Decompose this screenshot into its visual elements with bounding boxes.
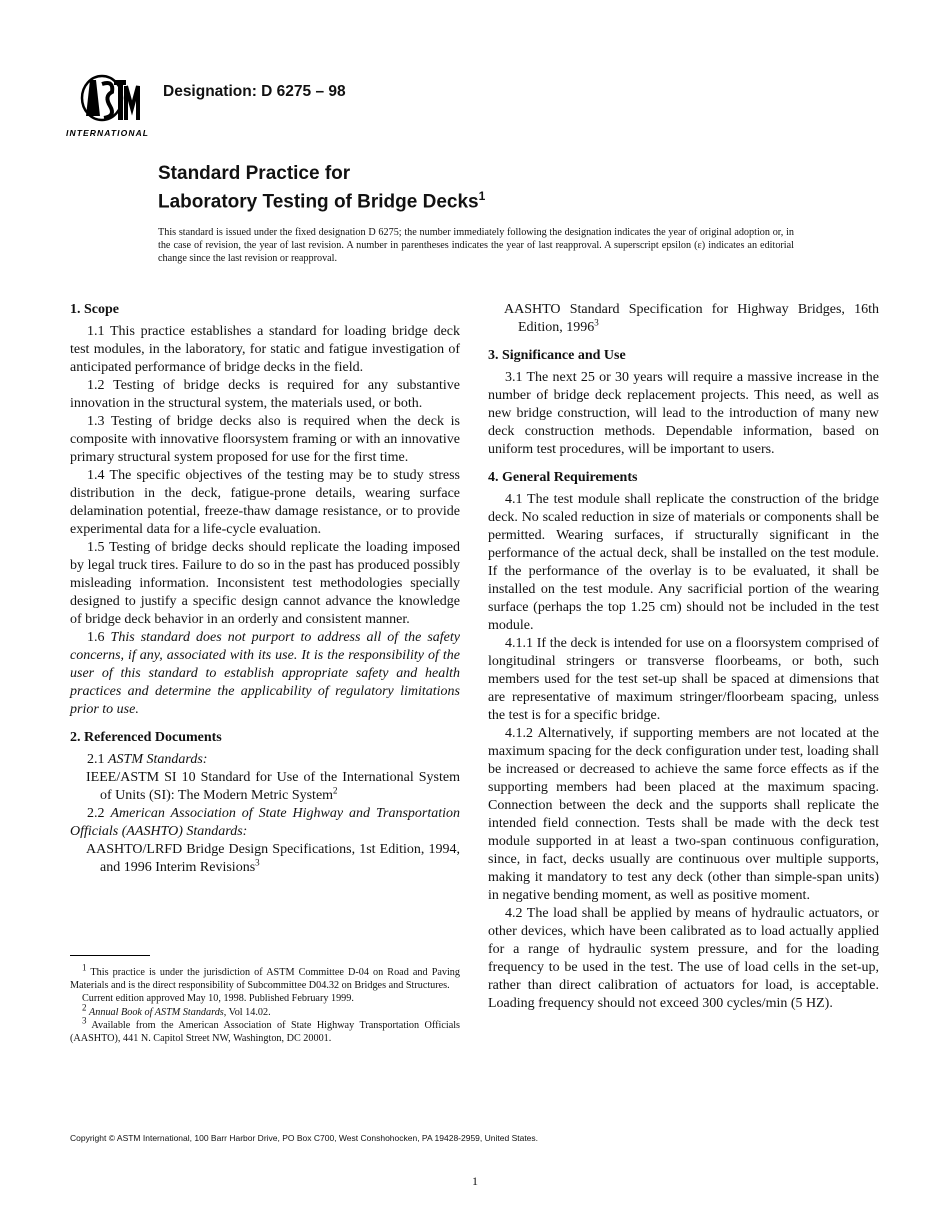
title-footnote-mark: 1 bbox=[478, 189, 486, 203]
section-heading-general-requirements: 4. General Requirements bbox=[488, 470, 638, 485]
paragraph-1-6: 1.6 This standard does not purport to address all of the safety concerns, if any, associated with its use. It is the responsibility of the user of this standard to establish appropriate safety and health practices and determine the applicability of regulatory limitations prior to use. bbox=[70, 630, 461, 717]
footnote-divider bbox=[70, 955, 150, 956]
paragraph-3-1: 3.1 The next 25 or 30 years will require a massive increase in the number of bridge deck replacement projects. This need, as well as new bridge construction, will lead to the introduction of many new deck construction methods. Dependable information, based on uniform test procedures, will be important to users. bbox=[488, 370, 879, 457]
page-number: 1 bbox=[472, 1174, 478, 1188]
svg-text:INTERNATIONAL: INTERNATIONAL bbox=[66, 128, 148, 138]
reference-aashto-standard: AASHTO Standard Specification for Highway Bridges, 16th Edition, 1996$^3$ bbox=[504, 302, 879, 335]
section-heading-significance: 3. Significance and Use bbox=[488, 348, 626, 363]
footnotes bbox=[70, 962, 461, 1045]
reference-aashto-lrfd: AASHTO/LRFD Bridge Design Specifications, 1st Edition, 1994, and 1996 Interim Revisions$^3$ bbox=[86, 842, 460, 875]
title-line-1: Standard Practice for bbox=[158, 163, 351, 184]
copyright-line: Copyright © ASTM International, 100 Barr Harbor Drive, PO Box C700, West Conshohocken, PA 19428-2959, United States. bbox=[70, 1133, 539, 1143]
paragraph-1-4: 1.4 The specific objectives of the testing may be to study stress distribution in the deck, fatigue-prone details, wearing surface delamination potential, freeze-thaw damage resistance, or to provide experimental data for a life-cycle evaluation. bbox=[70, 468, 460, 537]
paragraph-2-2: 2.2 American Association of State Highway and Transportation Officials (AASHTO) Standards: bbox=[70, 806, 461, 839]
paragraph-1-3: 1.3 Testing of bridge decks also is required when the deck is composite with innovative floorsystem framing or with an innovative primary structural system proposed for use for the first time. bbox=[70, 414, 460, 465]
paragraph-1-2: 1.2 Testing of bridge decks is required for any substantive innovation in the structural system, the materials used, or both. bbox=[70, 378, 460, 411]
reference-ieee: IEEE/ASTM SI 10 Standard for Use of the International System of Units (SI): The Modern Metric System$^2$ bbox=[86, 770, 460, 803]
footnote-2: $^2$ Annual Book of ASTM Standards, Vol 14.02. bbox=[82, 1002, 271, 1018]
astm-logo bbox=[66, 72, 150, 138]
paragraph-1-5: 1.5 Testing of bridge decks should replicate the loading imposed by legal truck tires. Failure to do so in the past has produced possibly misleading information. Inconsistent test methodologies specially designed to justify a specific design cannot advance the knowledge of bridge deck behavior in an orderly and consistent manner. bbox=[70, 540, 460, 627]
designation: Designation: D 6275 – 98 bbox=[163, 83, 346, 100]
standard-notice: This standard is issued under the fixed designation D 6275; the number immediately following the designation indicates the year of original adoption or, in the case of revision, the year of last revision. A number in parentheses indicates the year of last reapproval. A superscript epsilon (ε) indicates an editorial change since the last revision or reapproval. bbox=[158, 227, 794, 265]
footnote-1-edition: Current edition approved May 10, 1998. Published February 1999. bbox=[82, 993, 354, 1005]
astm-logo-icon bbox=[66, 72, 150, 138]
footnote-1: $^1$ This practice is under the jurisdiction of ASTM Committee D-04 on Road and Paving Materials and is the direct responsibility of Subcommittee D04.32 on Bridges and Structures. bbox=[70, 962, 460, 992]
paragraph-4-2: 4.2 The load shall be applied by means of hydraulic actuators, or other devices, which have been calibrated as to load actually applied for a range of hydraulic system pressure, and for the loading frequency to be used in the test. The use of load cells in the set-up, rather than direct calibration of actuators for load, is acceptable. Loading frequency should not exceed 300 cycles/min (5 HZ). bbox=[488, 906, 879, 1011]
paragraph-1-1: 1.1 This practice establishes a standard for loading bridge deck test modules, in the laboratory, for static and fatigue investigation of anticipated performance of bridge decks in the field. bbox=[70, 324, 460, 375]
left-column bbox=[70, 301, 460, 877]
section-heading-scope: 1. Scope bbox=[70, 302, 119, 317]
right-column bbox=[488, 301, 879, 1013]
page-title bbox=[158, 163, 485, 213]
paragraph-2-1: 2.1 ASTM Standards: bbox=[87, 752, 208, 767]
section-heading-references: 2. Referenced Documents bbox=[70, 730, 222, 745]
title-line-2: Laboratory Testing of Bridge Decks$^1$ bbox=[158, 189, 486, 213]
paragraph-4-1-1: 4.1.1 If the deck is intended for use on a floorsystem comprised of longitudinal stringers or transverse floorbeams, or both, such members used for the test set-up shall be spaced at dimensions that are representative of maximum stringer/floorbeam spacing, unless the test is for a specific bridge. bbox=[488, 636, 879, 723]
paragraph-4-1: 4.1 The test module shall replicate the construction of the bridge deck. No scaled reduction in size of materials or components shall be permitted. Wearing surfaces, if structurally significant in the performance of the actual deck, shall be installed on the test module. If the performance of the overlay is to be evaluated, it shall be installed on the test module. Any sacrificial portion of the wearing surface (perhaps the top 1.25 cm) should not be included in the test module. bbox=[488, 492, 879, 633]
footnote-3: $^3$ Available from the American Association of State Highway Transportation Officials (AASHTO), 441 N. Capitol Street NW, Washington, DC 20001. bbox=[70, 1015, 461, 1045]
paragraph-4-1-2: 4.1.2 Alternatively, if supporting members are not located at the maximum spacing for the deck configuration under test, loading shall be increased or decreased to achieve the same force effects as if the supporting members had been placed at the maximum spacing. Connection between the deck and the supports shall replicate the intended field connection. Tests shall be made with the deck test module supported in at least a two-span continuous configuration, since, in fact, decks usually are continuous over multiple supports, making it mandatory to test any deck (other than simple-span units) in negative bending moment, as well as positive moment. bbox=[488, 726, 879, 903]
